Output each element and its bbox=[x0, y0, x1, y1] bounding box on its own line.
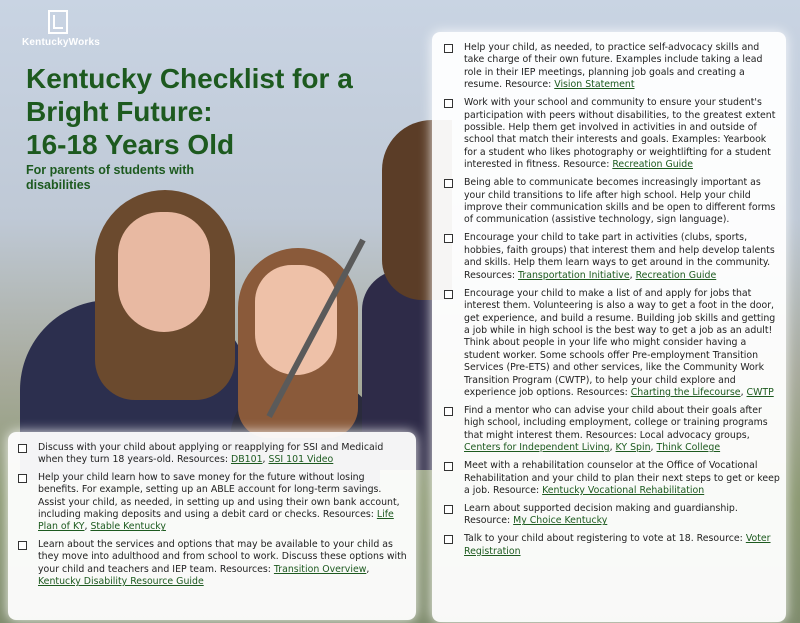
checklist-item bbox=[442, 177, 780, 227]
resource-link[interactable]: SSI 101 Video bbox=[268, 454, 334, 466]
resource-link[interactable]: DB101 bbox=[230, 454, 263, 466]
checklist-item-text: Find a mentor who can advise your child about their goals after high school, including employment, college or training programs that might interest them. Resources: Local advocacy groups, bbox=[464, 404, 768, 441]
title-line-2: Bright Future: bbox=[26, 96, 213, 127]
title-line-3: 16-18 Years Old bbox=[26, 129, 235, 160]
checkbox-icon[interactable] bbox=[18, 474, 27, 483]
checklist-item bbox=[442, 42, 780, 92]
resource-link[interactable]: Kentucky Disability Resource Guide bbox=[38, 576, 204, 588]
checklist-item: Discuss with your child about applying or reapplying for SSI and Medicaid when they turn 18 years-old. Resources: DB101, SSI 101 Video bbox=[16, 442, 408, 467]
checklist-item-text: Discuss with your child about applying or reapplying for SSI and Medicaid when they turn 18 years-old. Resources: bbox=[38, 442, 384, 466]
page-title bbox=[26, 62, 356, 161]
resource-link[interactable]: Stable Kentucky bbox=[90, 521, 166, 533]
checkbox-icon[interactable] bbox=[444, 535, 453, 544]
checklist-item-text: Encourage your child to make a list of and apply for jobs that interest them. Volunteering is also a way to get a foot in the door, get experience, and build a resume. Building job skills and getting a job while in high school is the best way to get a job as an adult! Think about people in your life who might consider having a student worker. Some schools offer Pre-employment Transition Services (Pre-ETS) and other services, like the Community Work Transition Program (CWTP), to help your child explore and experience job options. Resources: bbox=[464, 287, 776, 398]
checklist-item-text: Help your child learn how to save money for the future without losing benefits. For example, setting up an ABLE account for long-term savings. Assist your child, as needed, in setting up and using their own bank account, including making deposits and using a debit card or checks. Resources: bbox=[38, 471, 400, 521]
checkbox-icon[interactable] bbox=[444, 407, 453, 416]
checkbox-icon[interactable] bbox=[444, 462, 453, 471]
checklist-item-text: Help your child, as needed, to practice self-advocacy skills and take charge of their own future. Examples include taking a lead role in their IEP meetings, planning job goals and creating a resume. Resource: bbox=[464, 42, 763, 91]
checklist-item-text: Learn about supported decision making and guardianship. Resource: bbox=[464, 502, 738, 527]
resource-link[interactable]: Vision Statement bbox=[554, 79, 635, 91]
logo-text: KentuckyWorks bbox=[22, 37, 100, 48]
resource-link[interactable]: Kentucky Vocational Rehabilitation bbox=[542, 484, 705, 496]
resource-link[interactable]: My Choice Kentucky bbox=[513, 515, 608, 527]
resource-link[interactable]: Transition Overview bbox=[273, 563, 367, 575]
checkbox-icon[interactable] bbox=[444, 290, 453, 299]
right-checklist bbox=[442, 42, 780, 564]
title-line-1: Kentucky Checklist for a bbox=[26, 63, 353, 94]
resource-link[interactable]: Transportation Initiative bbox=[518, 269, 630, 281]
checkbox-icon[interactable] bbox=[18, 444, 27, 453]
checkbox-icon[interactable] bbox=[444, 99, 453, 108]
checklist-item-text: Learn about the services and options that may be available to your child as they move into adulthood and from school to work. Discuss these options with your child and teachers and IEP team. Resources: bbox=[38, 538, 407, 575]
checkbox-icon[interactable] bbox=[444, 179, 453, 188]
checklist-item: Learn about the services and options that may be available to your child as they move into adulthood and from school to work. Discuss these options with your child and teachers and IEP team. Resources: Transition Overview, Kentucky Disability Resource Guide bbox=[16, 539, 408, 589]
checklist-item bbox=[442, 460, 780, 497]
checklist-item bbox=[442, 503, 780, 528]
checkbox-icon[interactable] bbox=[444, 44, 453, 53]
resource-link[interactable]: KY Spin bbox=[615, 442, 651, 454]
checklist-item: Encourage your child to take part in activities (clubs, sports, hobbies, faith groups) that interest them and help develop talents and skills. Help them learn ways to get around in the community. Resources: Transportation Initiative, Recreation Guide bbox=[442, 232, 780, 282]
photo-face-left bbox=[118, 212, 210, 332]
resource-link[interactable]: Recreation Guide bbox=[612, 159, 693, 171]
resource-link[interactable]: Think College bbox=[656, 442, 721, 454]
left-checklist bbox=[16, 442, 408, 593]
resource-link[interactable]: Life Plan of KY bbox=[38, 509, 394, 533]
checklist-item bbox=[442, 97, 780, 171]
resource-link[interactable]: CWTP bbox=[746, 386, 774, 398]
page-subtitle: For parents of students with disabilities bbox=[26, 163, 195, 192]
resource-link[interactable]: Voter Registration bbox=[464, 533, 771, 557]
checklist-item: Find a mentor who can advise your child about their goals after high school, including employment, college or training programs that might interest them. Resources: Local advocacy groups, Centers for Independent Living, KY Spin, Think College bbox=[442, 405, 780, 455]
kentuckyworks-logo bbox=[22, 10, 132, 48]
checkbox-icon[interactable] bbox=[444, 505, 453, 514]
checklist-item-text: Encourage your child to take part in activities (clubs, sports, hobbies, faith groups) that interest them and help develop talents and skills. Help them learn ways to get around in the community. Resources: bbox=[464, 232, 775, 281]
logo-mark-icon bbox=[48, 10, 68, 34]
right-checklist-panel bbox=[432, 32, 786, 622]
resource-link[interactable]: Recreation Guide bbox=[635, 269, 717, 281]
checklist-item-text: Meet with a rehabilitation counselor at the Office of Vocational Rehabilitation and your child to plan their next steps to get or keep a job. Resource: bbox=[464, 460, 780, 496]
checkbox-icon[interactable] bbox=[444, 234, 453, 243]
resource-link[interactable]: Charting the Lifecourse bbox=[630, 386, 741, 398]
checklist-item: Help your child learn how to save money for the future without losing benefits. For example, setting up an ABLE account for long-term savings. Assist your child, as needed, in setting up and using their own bank account, including making deposits and using a debit card or checks. Resources: Life Plan of KY, Stable Kentucky bbox=[16, 472, 408, 534]
checkbox-icon[interactable] bbox=[18, 541, 27, 550]
checklist-item bbox=[442, 533, 780, 558]
checklist-item-text: Talk to your child about registering to vote at 18. Resource: bbox=[464, 533, 746, 545]
left-checklist-panel bbox=[8, 432, 416, 620]
checklist-item-text: Being able to communicate becomes increasingly important as your child transitions to life after high school. Help your child improve their communication skills and be open to different forms of communication (assistive technology, sign language). bbox=[464, 177, 776, 226]
resource-link[interactable]: Centers for Independent Living bbox=[464, 442, 610, 454]
checklist-item-text: Work with your school and community to ensure your student's participation with peers without disabilities, to the greatest extent possible. Help them get involved in activities in and outside of school that match their interests and goals. Examples: Yearbook for a student who likes photography or weightlifting for a student interested in fitness. Resource: bbox=[464, 97, 776, 171]
checklist-item: Encourage your child to make a list of and apply for jobs that interest them. Volunteering is also a way to get a foot in the door, get experience, and build a resume. Building job skills and getting a job while in high school is the best way to get a job as an adult! Think about people in your life who might consider having a student worker. Some schools offer Pre-employment Transition Services (Pre-ETS) and other services, like the Community Work Transition Program (CWTP), to help your child explore and experience job options. Resources: Charting the Lifecourse, CWTP bbox=[442, 288, 780, 400]
